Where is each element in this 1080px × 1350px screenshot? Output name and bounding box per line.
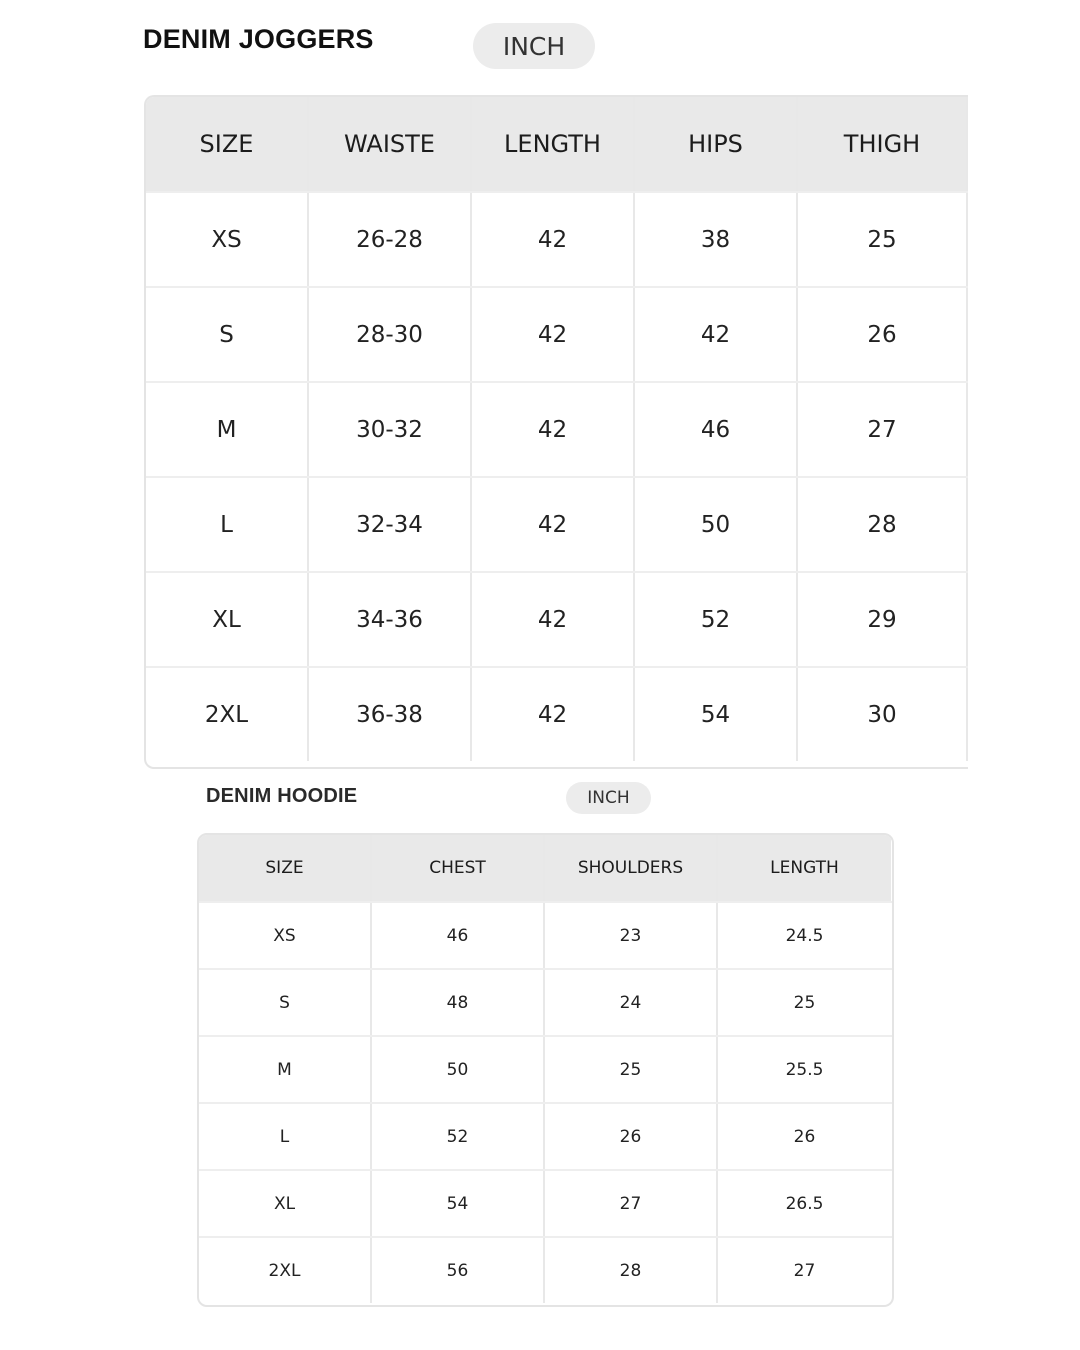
table-cell: 50 [635, 478, 798, 571]
table-cell: 50 [372, 1037, 545, 1102]
table-cell: 25.5 [785, 1059, 824, 1080]
table-cell: 25 [798, 193, 968, 286]
table-cell: 36-38 [309, 668, 472, 761]
table-cell: 30-32 [309, 383, 472, 476]
table-cell: 52 [635, 573, 798, 666]
table-cell: 42 [472, 668, 635, 761]
table-cell: 27 [798, 383, 968, 476]
header-cell: SIZE [199, 835, 372, 901]
header-cell: LENGTH [718, 835, 891, 901]
table-row [146, 191, 968, 286]
table-cell: M [199, 1037, 372, 1102]
table-cell: 42 [472, 478, 635, 571]
table-cell: XS [146, 193, 309, 286]
table-cell: L [199, 1104, 372, 1169]
table-row [199, 1169, 892, 1236]
table-cell: 2XL [199, 1238, 372, 1303]
table-cell: S [146, 288, 309, 381]
table-row [199, 1035, 892, 1102]
table-cell: 56 [372, 1238, 545, 1303]
table-cell: 26 [798, 288, 968, 381]
table-cell: 26 [545, 1104, 718, 1169]
header-cell: SIZE [146, 97, 309, 191]
table-cell: 34-36 [309, 573, 472, 666]
table-cell: XL [146, 573, 309, 666]
table-cell: 27 [545, 1171, 718, 1236]
table-cell: 26.5 [785, 1193, 824, 1214]
header-cell: SHOULDERS [545, 835, 718, 901]
table-cell: 28-30 [309, 288, 472, 381]
table-cell: XS [199, 903, 372, 968]
table-cell: 26-28 [309, 193, 472, 286]
table-cell: 27 [793, 1260, 816, 1281]
table-cell: 42 [472, 383, 635, 476]
header-cell: WAISTE [309, 97, 472, 191]
table-cell: 48 [372, 970, 545, 1035]
joggers-size-table [144, 95, 968, 769]
table-row [199, 968, 892, 1035]
table-cell: 24.5 [785, 925, 824, 946]
table-cell: 25 [545, 1037, 718, 1102]
joggers-unit-badge[interactable]: INCH [473, 23, 595, 69]
table-row [199, 1236, 892, 1303]
table-row [146, 381, 968, 476]
table-header-row [146, 97, 968, 191]
hoodie-size-table [197, 833, 894, 1307]
table-cell: 46 [372, 903, 545, 968]
table-cell: 2XL [146, 668, 309, 761]
table-cell: 23 [545, 903, 718, 968]
table-cell: 52 [372, 1104, 545, 1169]
table-cell: 54 [635, 668, 798, 761]
header-cell: CHEST [372, 835, 545, 901]
header-cell: THIGH [798, 97, 968, 191]
table-cell: 38 [635, 193, 798, 286]
table-row [146, 571, 968, 666]
header-cell: LENGTH [472, 97, 635, 191]
table-cell: 26 [793, 1126, 816, 1147]
table-row [146, 476, 968, 571]
table-cell: 42 [472, 193, 635, 286]
hoodie-unit-badge[interactable]: INCH [566, 782, 651, 814]
table-cell: XL [199, 1171, 372, 1236]
table-cell: 29 [798, 573, 968, 666]
table-cell: M [146, 383, 309, 476]
table-cell: S [199, 970, 372, 1035]
table-row [146, 286, 968, 381]
joggers-title: DENIM JOGGERS [143, 24, 374, 54]
table-cell: 42 [472, 573, 635, 666]
table-cell: 32-34 [309, 478, 472, 571]
table-cell: L [146, 478, 309, 571]
header-cell: HIPS [635, 97, 798, 191]
table-cell: 30 [798, 668, 968, 761]
table-row [146, 666, 968, 761]
table-row [199, 1102, 892, 1169]
table-cell: 28 [798, 478, 968, 571]
table-cell: 46 [635, 383, 798, 476]
table-cell: 25 [793, 992, 816, 1013]
table-header-row [199, 835, 892, 901]
table-cell: 24 [545, 970, 718, 1035]
table-cell: 28 [545, 1238, 718, 1303]
table-cell: 54 [372, 1171, 545, 1236]
table-cell: 42 [635, 288, 798, 381]
table-row [199, 901, 892, 968]
hoodie-title: DENIM HOODIE [206, 785, 358, 807]
table-cell: 42 [472, 288, 635, 381]
